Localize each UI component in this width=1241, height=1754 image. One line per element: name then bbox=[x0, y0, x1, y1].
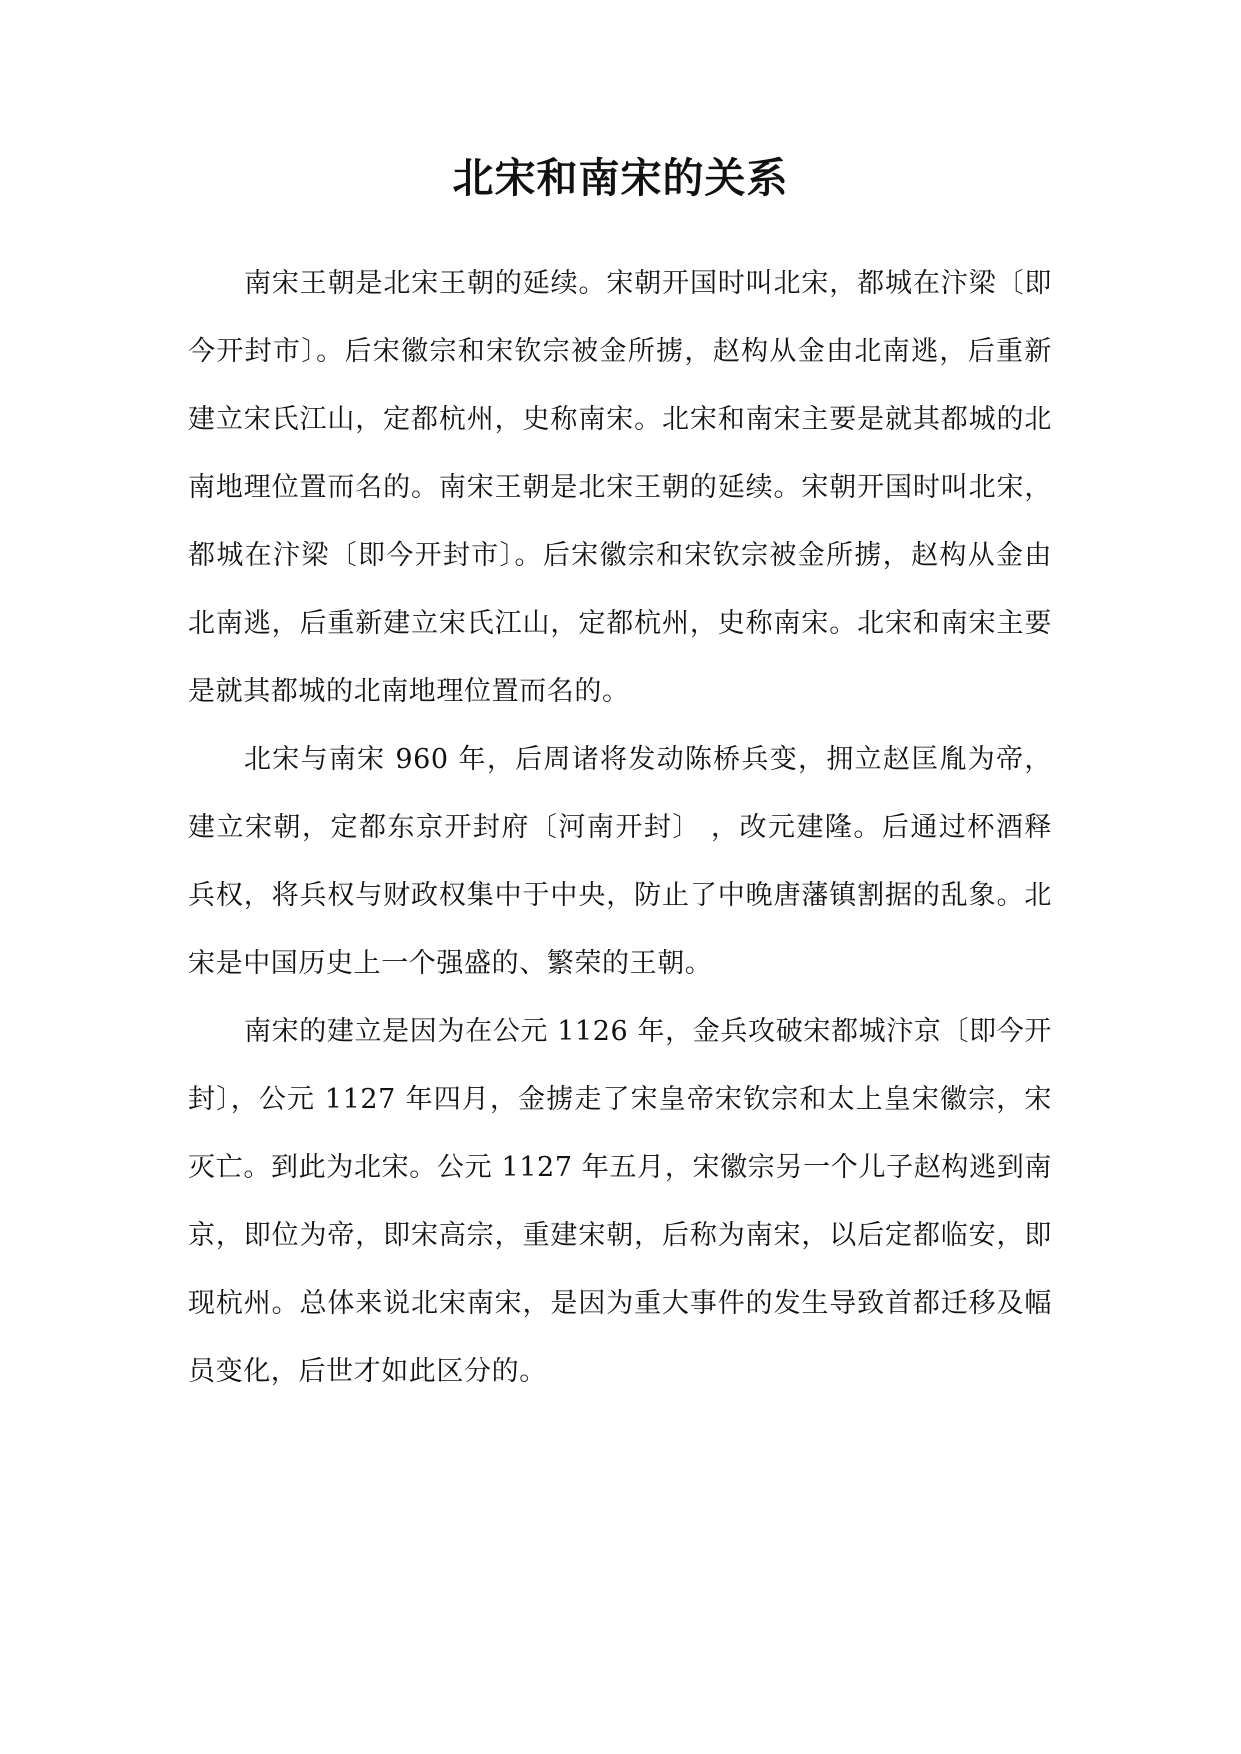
paragraph-1: 南宋王朝是北宋王朝的延续。宋朝开国时叫北宋，都城在汴梁〔即今开封市〕。后宋徽宗和宋钦宗被金所掳，赵构从金由北南逃，后重新建立宋氏江山，定都杭州，史称南宋。北宋和南宋主要是就其都城的北南地理位置而名的。南宋王朝是北宋王朝的延续。宋朝开国时叫北宋，都城在汴梁〔即今开封市〕。后宋徽宗和宋钦宗被金所掳，赵构从金由北南逃，后重新建立宋氏江山，定都杭州，史称南宋。北宋和南宋主要是就其都城的北南地理位置而名的。 bbox=[188, 268, 1052, 707]
paragraph-3: 南宋的建立是因为在公元 1126 年，金兵攻破宋都城汴京〔即今开封〕，公元 1127 年四月，金掳走了宋皇帝宋钦宗和太上皇宋徽宗，宋灭亡。到此为北宋。公元 1127 年五月，宋徽宗另一个儿子赵构逃到南京，即位为帝，即宋高宗，重建宋朝，后称为南宋，以后定都临安，即现杭州。总体来说北宋南宋，是因为重大事件的发生导致首都迁移及幅员变化，后世才如此区分的。 bbox=[188, 1016, 1052, 1387]
paragraph-2: 北宋与南宋 960 年，后周诸将发动陈桥兵变，拥立赵匡胤为帝，建立宋朝，定都东京开封府〔河南开封〕 ，改元建隆。后通过杯酒释兵权，将兵权与财政权集中于中央，防止了中晚唐藩镇割据的乱象。北宋是中国历史上一个强盛的、繁荣的王朝。 bbox=[188, 744, 1052, 979]
document-title: 北宋和南宋的关系 bbox=[452, 154, 789, 202]
document-body bbox=[188, 250, 1052, 1406]
